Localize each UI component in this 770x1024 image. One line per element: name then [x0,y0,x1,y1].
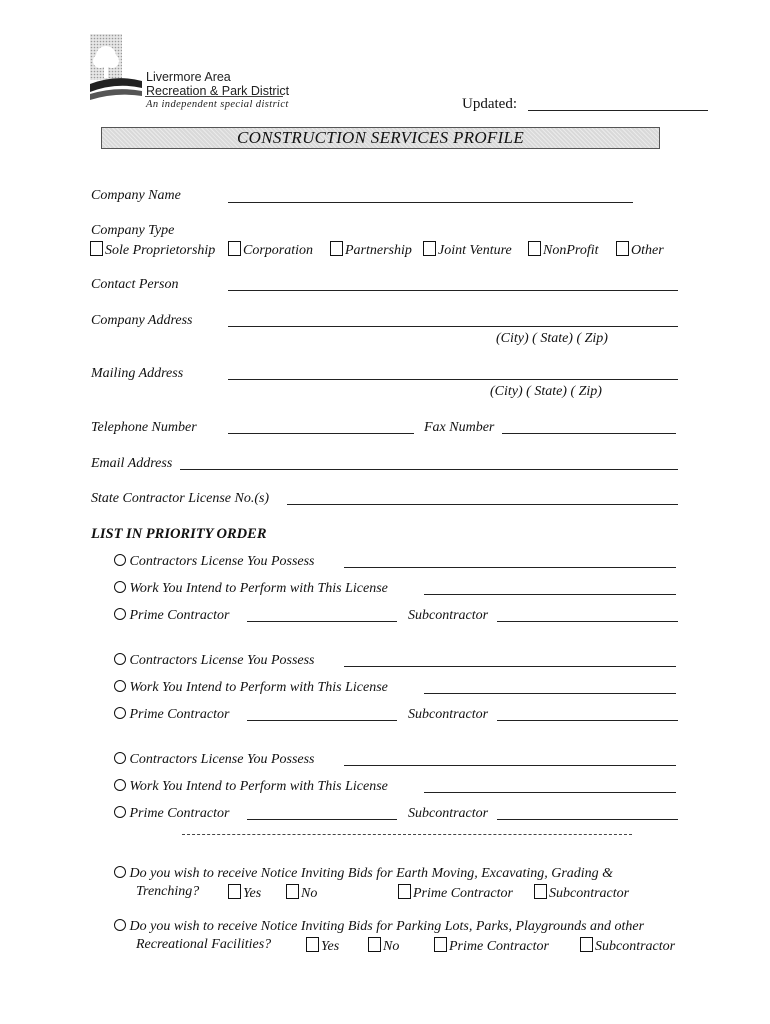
district-logo [90,34,142,104]
license-possess-field-2[interactable] [344,666,676,667]
q1-yes-option[interactable]: Yes [228,884,261,902]
updated-label: Updated: [462,96,517,112]
telephone-field[interactable] [228,433,414,434]
radio-circle[interactable] [114,554,126,566]
q2-prime-option[interactable]: Prime Contractor [434,937,549,955]
radio-circle[interactable] [114,806,126,818]
prime-row-2[interactable]: Prime Contractor [114,707,229,725]
work-intend-row-1[interactable]: Work You Intend to Perform with This License [114,581,388,599]
company-name-label: Company Name [91,188,181,203]
email-field[interactable] [180,469,678,470]
company-type-option-nonprofit[interactable]: NonProfit [528,241,599,259]
checkbox[interactable] [616,241,629,256]
contact-person-label: Contact Person [91,277,179,292]
sub-field-1[interactable] [497,621,678,622]
radio-circle[interactable] [114,919,126,931]
radio-circle[interactable] [114,608,126,620]
form-title-banner [101,127,660,149]
checkbox[interactable] [228,241,241,256]
org-name-line1: Livermore Area [146,70,231,84]
prime-field-1[interactable] [247,621,397,622]
mailing-address-field[interactable] [228,379,678,380]
license-possess-field-3[interactable] [344,765,676,766]
sub-label-2: Subcontractor [408,707,489,722]
work-intend-field-2[interactable] [424,693,676,694]
checkbox[interactable] [306,937,319,952]
company-address-hint: (City) ( State) ( Zip) [496,331,608,346]
sub-field-2[interactable] [497,720,678,721]
question-earth-moving: Do you wish to receive Notice Inviting Bids for Earth Moving, Excavating, Grading & [114,866,613,884]
prime-row-3[interactable]: Prime Contractor [114,806,229,824]
checkbox[interactable] [580,937,593,952]
company-address-field[interactable] [228,326,678,327]
prime-row-1[interactable]: Prime Contractor [114,608,229,626]
license-possess-row-3[interactable]: Contractors License You Possess [114,752,315,770]
org-tagline: An independent special district [146,99,289,110]
radio-circle[interactable] [114,680,126,692]
license-possess-row-2[interactable]: Contractors License You Possess [114,653,315,671]
checkbox[interactable] [90,241,103,256]
checkbox[interactable] [534,884,547,899]
license-possess-field-1[interactable] [344,567,676,568]
company-name-field[interactable] [228,202,633,203]
work-intend-row-2[interactable]: Work You Intend to Perform with This License [114,680,388,698]
email-label: Email Address [91,456,173,471]
q2-sub-option[interactable]: Subcontractor [580,937,675,955]
checkbox[interactable] [423,241,436,256]
q2-no-option[interactable]: No [368,937,399,955]
question-earth-moving-line2: Trenching? [136,884,200,899]
checkbox[interactable] [398,884,411,899]
work-intend-row-3[interactable]: Work You Intend to Perform with This License [114,779,388,797]
q1-no-option[interactable]: No [286,884,317,902]
checkbox[interactable] [368,937,381,952]
company-type-option-other[interactable]: Other [616,241,664,259]
checkbox[interactable] [330,241,343,256]
contact-person-field[interactable] [228,290,678,291]
tree-logo-icon [90,34,142,104]
sub-label-3: Subcontractor [408,806,489,821]
fax-field[interactable] [502,433,676,434]
sub-label-1: Subcontractor [408,608,489,623]
question-parking-lots-line2: Recreational Facilities? [136,937,272,952]
prime-field-3[interactable] [247,819,397,820]
license-no-field[interactable] [287,504,678,505]
section-divider [182,834,632,835]
license-possess-row-1[interactable]: Contractors License You Possess [114,554,315,572]
telephone-label: Telephone Number [91,420,197,435]
company-type-option-joint-venture[interactable]: Joint Venture [423,241,512,259]
license-no-label: State Contractor License No.(s) [91,491,270,506]
company-type-label: Company Type [91,223,175,238]
prime-field-2[interactable] [247,720,397,721]
sub-field-3[interactable] [497,819,678,820]
form-title: CONSTRUCTION SERVICES PROFILE [237,128,524,147]
radio-circle[interactable] [114,779,126,791]
radio-circle[interactable] [114,707,126,719]
updated-field[interactable] [528,110,708,111]
company-address-label: Company Address [91,313,193,328]
company-type-option-partnership[interactable]: Partnership [330,241,412,259]
checkbox[interactable] [228,884,241,899]
q1-prime-option[interactable]: Prime Contractor [398,884,513,902]
work-intend-field-1[interactable] [424,594,676,595]
checkbox[interactable] [286,884,299,899]
mailing-address-hint: (City) ( State) ( Zip) [490,384,602,399]
radio-circle[interactable] [114,866,126,878]
question-parking-lots: Do you wish to receive Notice Inviting Bids for Parking Lots, Parks, Playgrounds and other [114,919,644,937]
radio-circle[interactable] [114,752,126,764]
radio-circle[interactable] [114,581,126,593]
q1-sub-option[interactable]: Subcontractor [534,884,629,902]
company-type-option-corporation[interactable]: Corporation [228,241,313,259]
radio-circle[interactable] [114,653,126,665]
priority-heading: LIST IN PRIORITY ORDER [91,526,267,542]
mailing-address-label: Mailing Address [91,366,184,381]
work-intend-field-3[interactable] [424,792,676,793]
company-type-option-sole[interactable]: Sole Proprietorship [90,241,215,259]
checkbox[interactable] [528,241,541,256]
fax-label: Fax Number [424,420,495,435]
q2-yes-option[interactable]: Yes [306,937,339,955]
org-name-line2: Recreation & Park District [146,84,290,98]
checkbox[interactable] [434,937,447,952]
